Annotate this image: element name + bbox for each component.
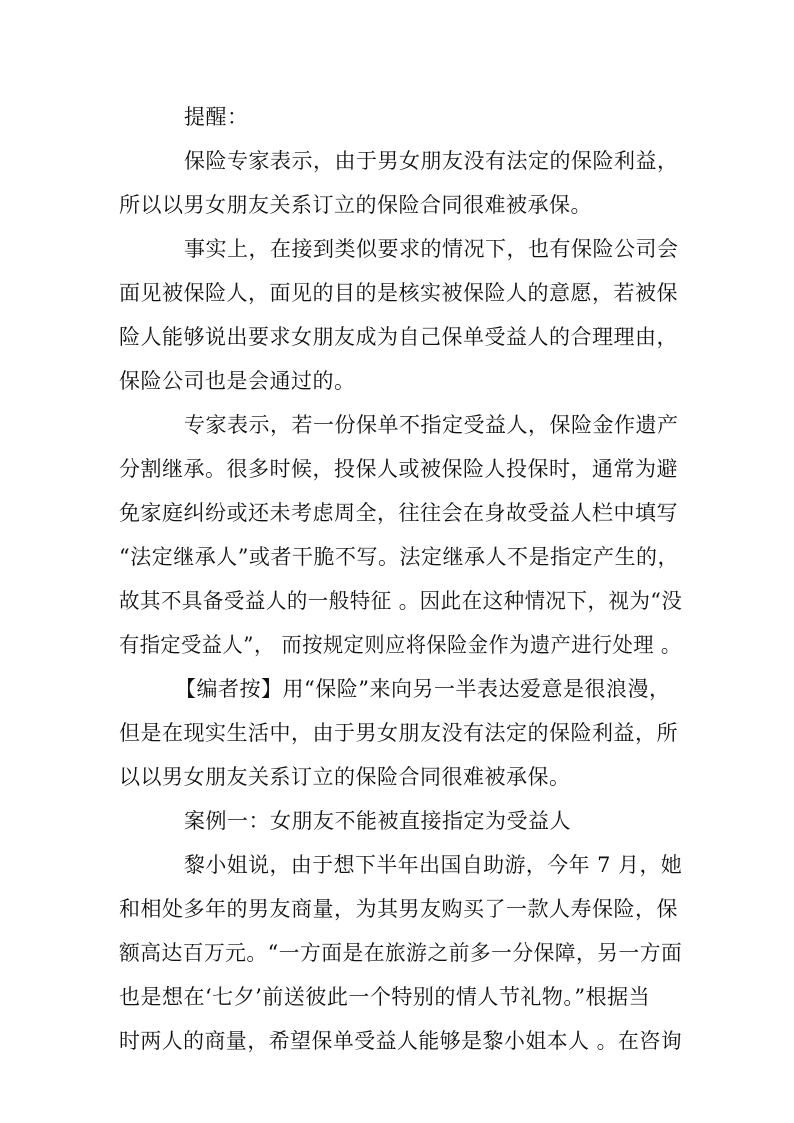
paragraph-line: 保险专家表示，由于男女朋友没有法定的保险利益， [184, 149, 679, 173]
paragraph-line: 【编者按】用“保险”来向另一半表达爱意是很浪漫， [175, 677, 671, 701]
paragraph-line: 案例一：女朋友不能被直接指定为受益人 [184, 809, 571, 833]
paragraph-line: 和相处多年的男友商量，为其男友购买了一款人寿保险，保 [119, 897, 678, 921]
paragraph-line: 提醒： [184, 105, 249, 129]
paragraph-line: 专家表示，若一份保单不指定受益人，保险金作遗产 [184, 413, 679, 437]
paragraph-line: “法定继承人”或者干脆不写。法定继承人不是指定产生的， [119, 545, 679, 569]
paragraph-line: 但是在现实生活中，由于男女朋友没有法定的保险利益，所 [119, 721, 678, 745]
paragraph-line: 免家庭纠纷或还未考虑周全，往往会在身故受益人栏中填写 [119, 501, 678, 525]
paragraph-line: 故其不具备受益人的一般特征 。因此在这种情况下，视为“没 [119, 589, 683, 613]
paragraph-line: 险人能够说出要求女朋友成为自己保单受益人的合理理由， [119, 325, 678, 349]
paragraph-line: 有指定受益人”， 而按规定则应将保险金作为遗产进行处理 。 [119, 633, 682, 657]
paragraph-line: 以以男女朋友关系订立的保险合同很难被承保。 [119, 765, 571, 789]
paragraph-line: 事实上，在接到类似要求的情况下，也有保险公司会 [184, 237, 679, 261]
paragraph-line: 时两人的商量，希望保单受益人能够是黎小姐本人 。在咨询 [119, 1029, 683, 1053]
paragraph-line: 面见被保险人，面见的目的是核实被保险人的意愿，若被保 [119, 281, 678, 305]
paragraph-line: 保险公司也是会通过的。 [119, 369, 356, 393]
paragraph-line: 黎小姐说，由于想下半年出国自助游，今年 7 月，她 [184, 853, 683, 877]
paragraph-line: 分割继承。很多时候，投保人或被保险人投保时，通常为避 [119, 457, 678, 481]
paragraph-line: 也是想在‘七夕’前送彼此一个特别的情人节礼物。”根据当 [119, 985, 651, 1009]
paragraph-line: 额高达百万元。“一方面是在旅游之前多一分保障，另一方面 [119, 941, 683, 965]
paragraph-line: 所以以男女朋友关系订立的保险合同很难被承保。 [119, 193, 592, 217]
